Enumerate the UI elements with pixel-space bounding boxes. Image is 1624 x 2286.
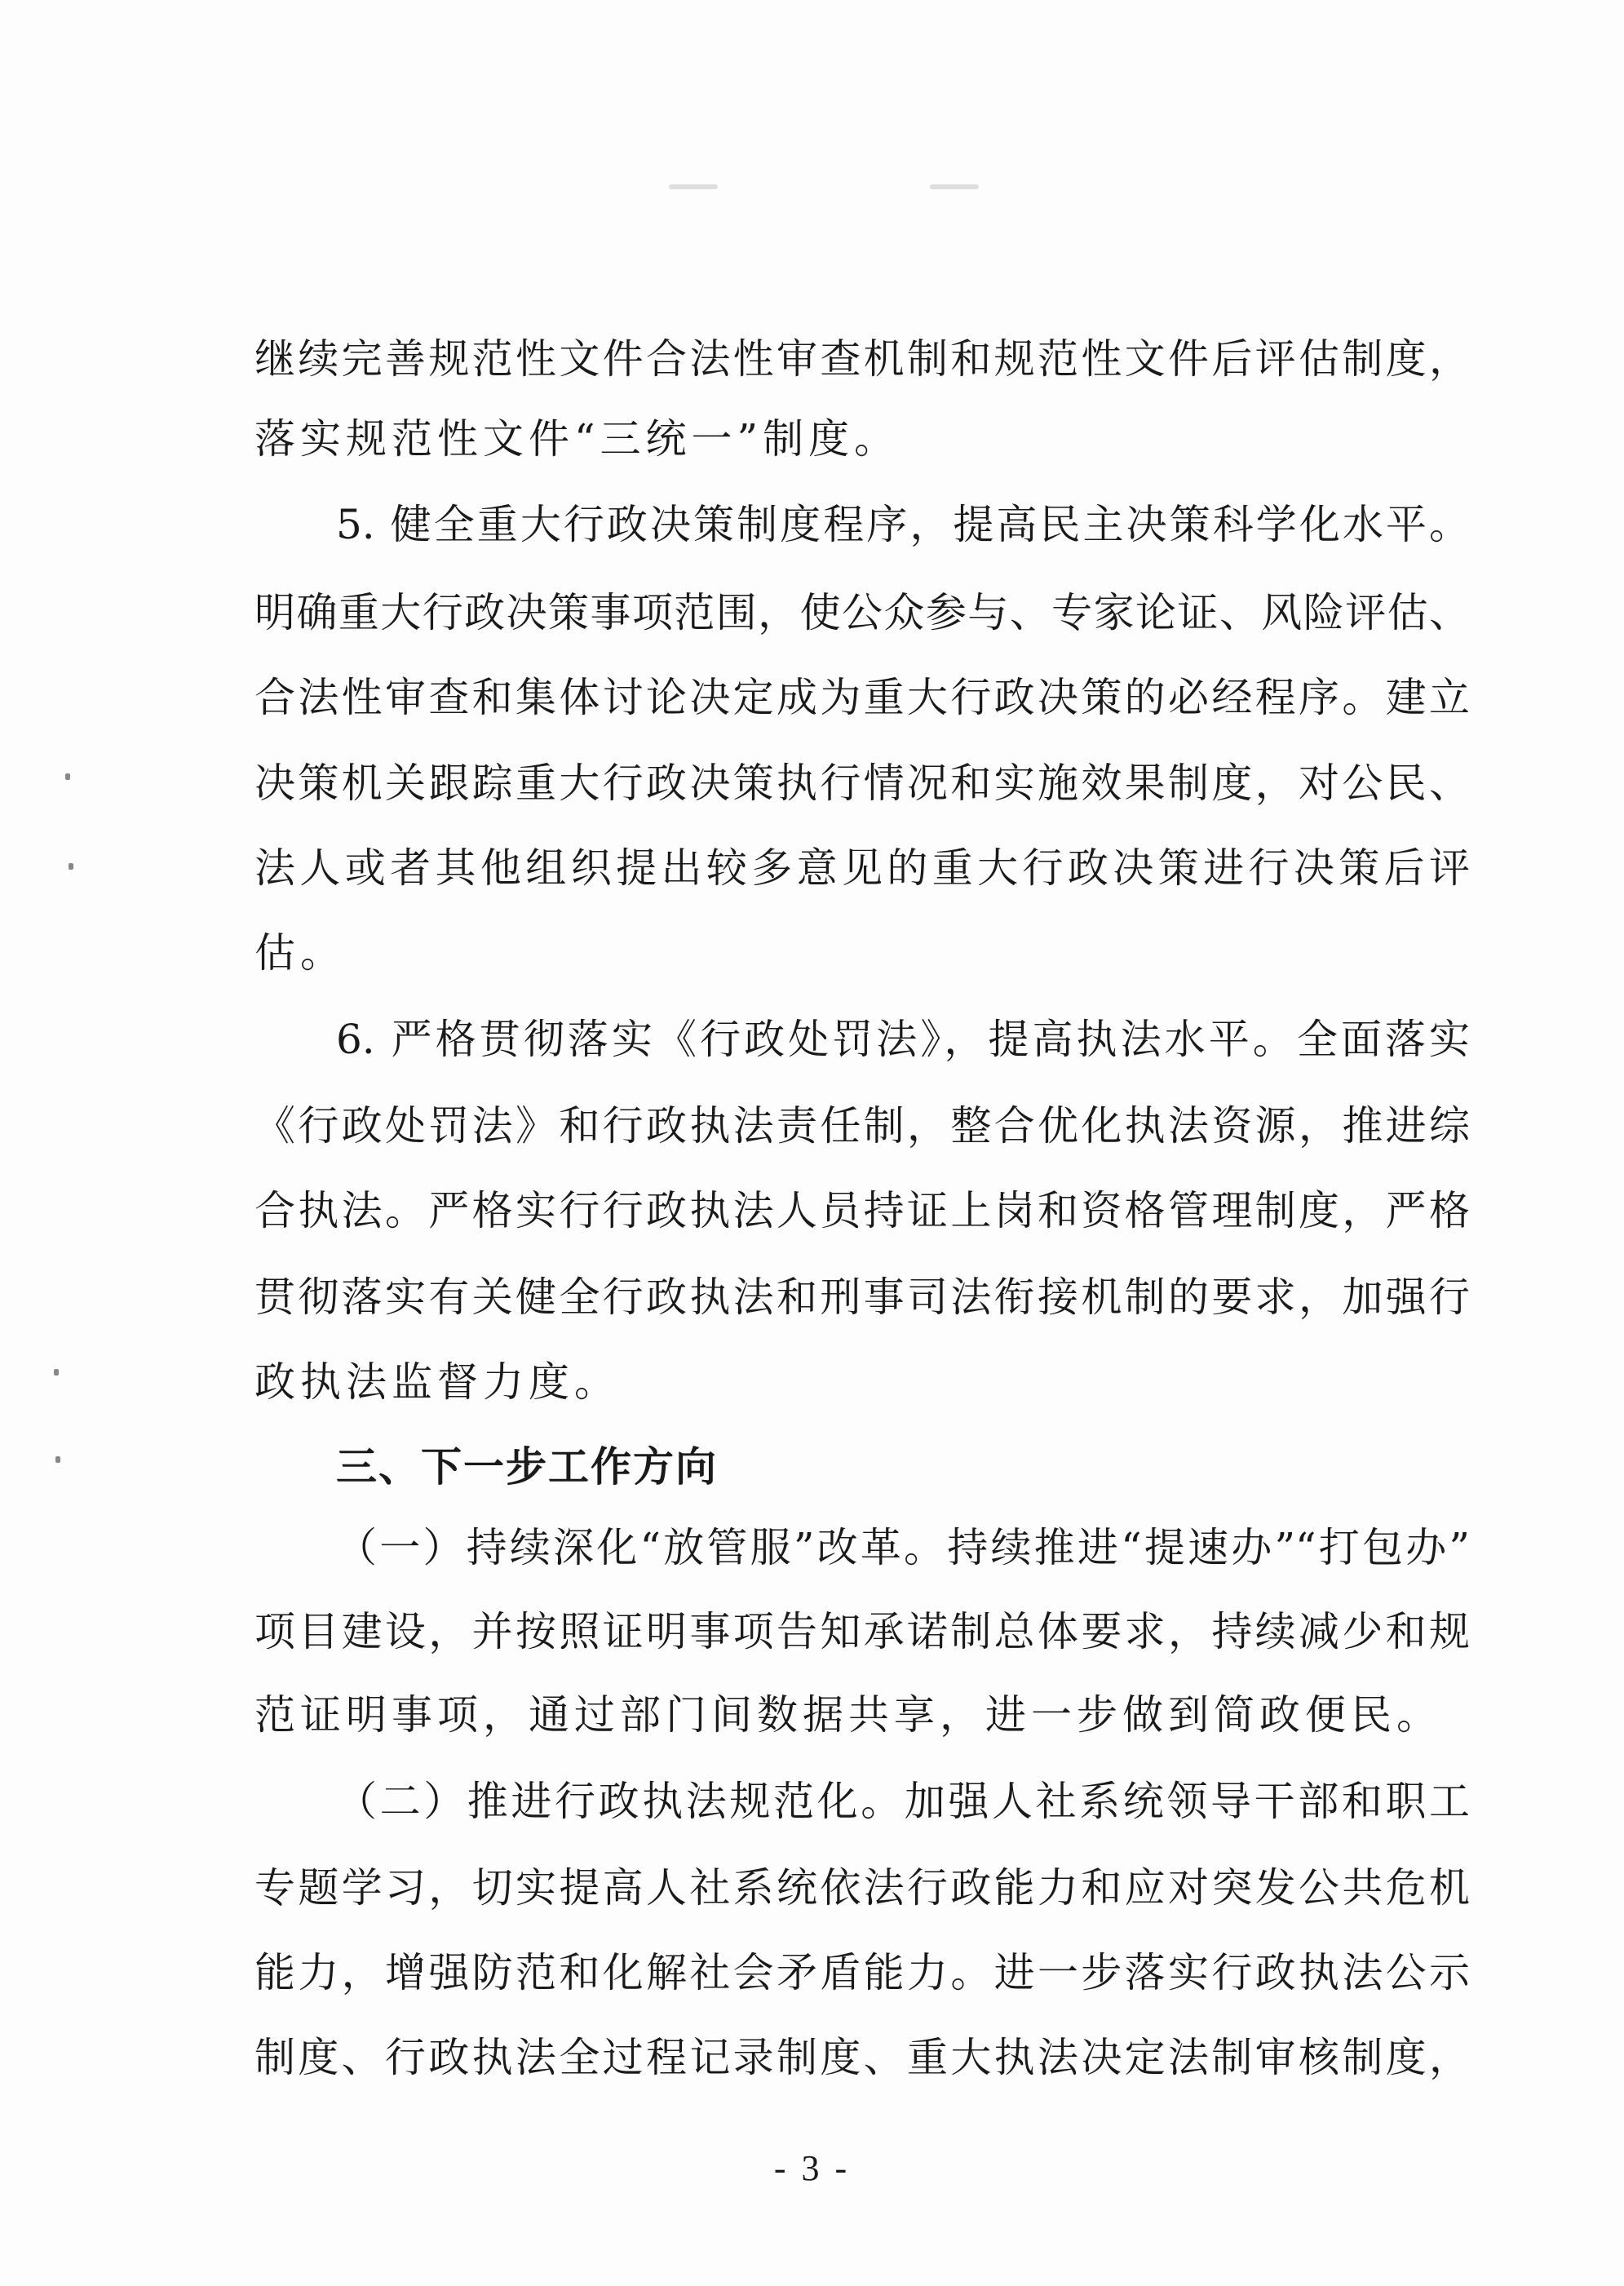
body-text-line: 贯彻落实有关健全行政执法和刑事司法衔接机制的要求，加强行 — [254, 1274, 1470, 1321]
scan-artifact — [55, 1456, 60, 1463]
scan-artifact — [65, 773, 70, 780]
body-text-line: 估。 — [254, 929, 346, 977]
scan-artifact — [930, 184, 979, 189]
body-text-line: 合执法。严格实行行政执法人员持证上岗和资格管理制度，严格 — [254, 1187, 1470, 1234]
scan-artifact — [69, 863, 73, 870]
section-heading: 5. 健全重大行政决策制度程序，提高民主决策科学化水平。 — [336, 501, 1470, 548]
body-text-line: 继续完善规范性文件合法性审查机制和规范性文件后评估制度， — [254, 335, 1470, 383]
body-text-line: 决策机关跟踪重大行政决策执行情况和实施效果制度，对公民、 — [254, 760, 1470, 807]
body-text-line: 《行政处罚法》和行政执法责任制，整合优化执法资源，推进综 — [254, 1102, 1470, 1150]
body-text-line: 项目建设，并按照证明事项告知承诺制总体要求，持续减少和规 — [254, 1608, 1470, 1655]
section-heading: 6. 严格贯彻落实《行政处罚法》，提高执法水平。全面落实 — [336, 1016, 1470, 1063]
scan-artifact — [54, 1369, 59, 1376]
body-text-line: 落实规范性文件“三统一”制度。 — [254, 415, 901, 463]
subsection-heading: （二）推进行政执法规范化。加强人社系统领导干部和职工 — [336, 1778, 1470, 1825]
body-text-line: 制度、行政执法全过程记录制度、重大执法决定法制审核制度， — [254, 2034, 1470, 2081]
body-text-line: 能力，增强防范和化解社会矛盾能力。进一步落实行政执法公示 — [254, 1949, 1470, 1996]
body-text-line: 明确重大行政决策事项范围，使公众参与、专家论证、风险评估、 — [254, 589, 1470, 636]
scan-artifact — [669, 184, 718, 189]
body-text-line: 专题学习，切实提高人社系统依法行政能力和应对突发公共危机 — [254, 1864, 1470, 1912]
body-text-line: 政执法监督力度。 — [254, 1358, 620, 1406]
body-text-line: 法人或者其他组织提出较多意见的重大行政决策进行决策后评 — [254, 844, 1470, 892]
body-text-line: 合法性审查和集体讨论决定成为重大行政决策的必经程序。建立 — [254, 674, 1470, 721]
subsection-heading: （一）持续深化“放管服”改革。持续推进“提速办”“打包办” — [336, 1524, 1470, 1571]
chapter-heading: 三、下一步工作方向 — [336, 1443, 718, 1491]
page-number: - 3 - — [773, 2148, 851, 2188]
body-text-line: 范证明事项，通过部门间数据共享，进一步做到简政便民。 — [254, 1691, 1442, 1739]
